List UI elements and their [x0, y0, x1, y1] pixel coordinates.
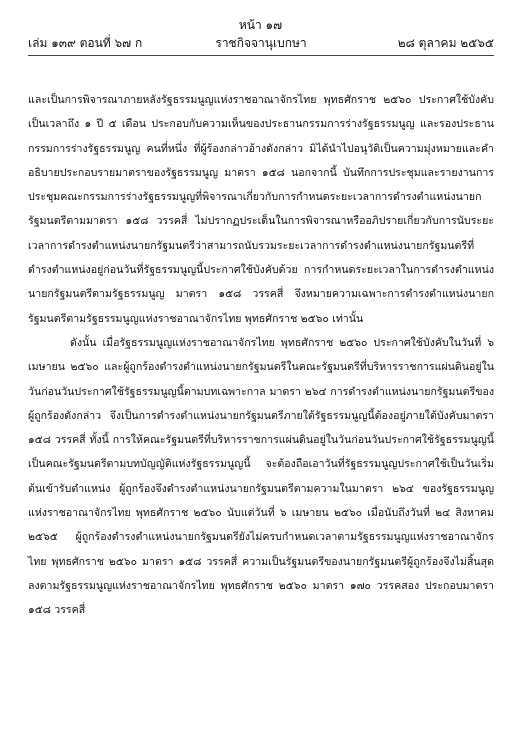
- page-number: หน้า ๑๗: [238, 18, 283, 32]
- publication-title: ราชกิจจานุเบกษา: [215, 36, 307, 50]
- body-paragraph: และเป็นการพิจารณาภายหลังรัฐธรรมนูญแห่งราชอาณาจักรไทย พุทธศักราช ๒๕๖๐ ประกาศใช้บังคับ เป็นเวลาถึง ๑ ปี ๕ เดือน ประกอบกับความเห็นของประธานกรรมการร่างรัฐธรรมนูญ และรองประธานกรรมการร่างรัฐธรรมนูญ คนที่หนึ่ง ที่ผู้ร้องกล่าวอ้างดังกล่าว มิได้นำไปอนุวัติเป็นความมุ่งหมายและคำอธิบายประกอบรายมาตราของรัฐธรรมนูญ มาตรา ๑๕๘ นอกจากนี้ บันทึกการประชุมและรายงานการประชุมคณะกรรมการร่างรัฐธรรมนูญที่พิจารณาเกี่ยวกับการกำหนดระยะเวลาการดำรงตำแหน่งนายกรัฐมนตรีตามมาตรา ๑๕๘ วรรคสี่ ไม่ปรากฏประเด็นในการพิจารณาหรืออภิปรายเกี่ยวกับการนับระยะเวลาการดำรงตำแหน่งนายกรัฐมนตรีว่าสามารถนับรวมระยะเวลาการดำรงตำแหน่งนายกรัฐมนตรีที่ดำรงตำแหน่งอยู่ก่อนวันที่รัฐธรรมนูญนี้ประกาศใช้บังคับด้วย การกำหนดระยะเวลาในการดำรงตำแหน่งนายกรัฐมนตรีตามรัฐธรรมนูญ มาตรา ๑๕๘ วรรคสี่ จึงหมายความเฉพาะการดำรงตำแหน่งนายกรัฐมนตรีตามรัฐธรรมนูญแห่งราชอาณาจักรไทย พุทธศักราช ๒๕๖๐ เท่านั้น: [28, 94, 494, 325]
- running-header: [28, 34, 494, 52]
- volume-info: เล่ม ๑๓๙ ตอนที่ ๖๗ ก: [28, 36, 143, 50]
- header-divider: [28, 55, 494, 56]
- document-body: [28, 88, 494, 623]
- publication-date: ๒๘ ตุลาคม ๒๕๖๕: [397, 36, 494, 50]
- body-paragraph: ดังนั้น เมื่อรัฐธรรมนูญแห่งราชอาณาจักรไทย พุทธศักราช ๒๕๖๐ ประกาศใช้บังคับในวันที่ ๖ เมษายน ๒๕๖๐ และผู้ถูกร้องดำรงตำแหน่งนายกรัฐมนตรีในคณะรัฐมนตรีที่บริหารราชการแผ่นดินอยู่ในวันก่อนวันประกาศใช้รัฐธรรมนูญนี้ตามบทเฉพาะกาล มาตรา ๒๖๔ การดำรงตำแหน่งนายกรัฐมนตรีของผู้ถูกร้องดังกล่าว จึงเป็นการดำรงตำแหน่งนายกรัฐมนตรีภายใต้รัฐธรรมนูญนี้ต้องอยู่ภายใต้บังคับมาตรา ๑๕๘ วรรคสี่ ทั้งนี้ การให้คณะรัฐมนตรีที่บริหารราชการแผ่นดินอยู่ในวันก่อนวันประกาศใช้รัฐธรรมนูญนี้เป็นคณะรัฐมนตรีตามบทบัญญัติแห่งรัฐธรรมนูญนี้ จะต้องถือเอาวันที่รัฐธรรมนูญประกาศใช้เป็นวันเริ่มต้นเข้ารับตำแหน่ง ผู้ถูกร้องจึงดำรงตำแหน่งนายกรัฐมนตรีตามความในมาตรา ๒๖๔ ของรัฐธรรมนูญแห่งราชอาณาจักรไทย พุทธศักราช ๒๕๖๐ นับแต่วันที่ ๖ เมษายน ๒๕๖๐ เมื่อนับถึงวันที่ ๒๔ สิงหาคม ๒๕๖๕ ผู้ถูกร้องดำรงตำแหน่งนายกรัฐมนตรียังไม่ครบกำหนดเวลาตามรัฐธรรมนูญแห่งราชอาณาจักรไทย พุทธศักราช ๒๕๖๐ มาตรา ๑๕๘ วรรคสี่ ความเป็นรัฐมนตรีของนายกรัฐมนตรีผู้ถูกร้องจึงไม่สิ้นสุดลงตามรัฐธรรมนูญแห่งราชอาณาจักรไทย พุทธศักราช ๒๕๖๐ มาตรา ๑๗๐ วรรคสอง ประกอบมาตรา ๑๕๘ วรรคสี่: [28, 336, 494, 617]
